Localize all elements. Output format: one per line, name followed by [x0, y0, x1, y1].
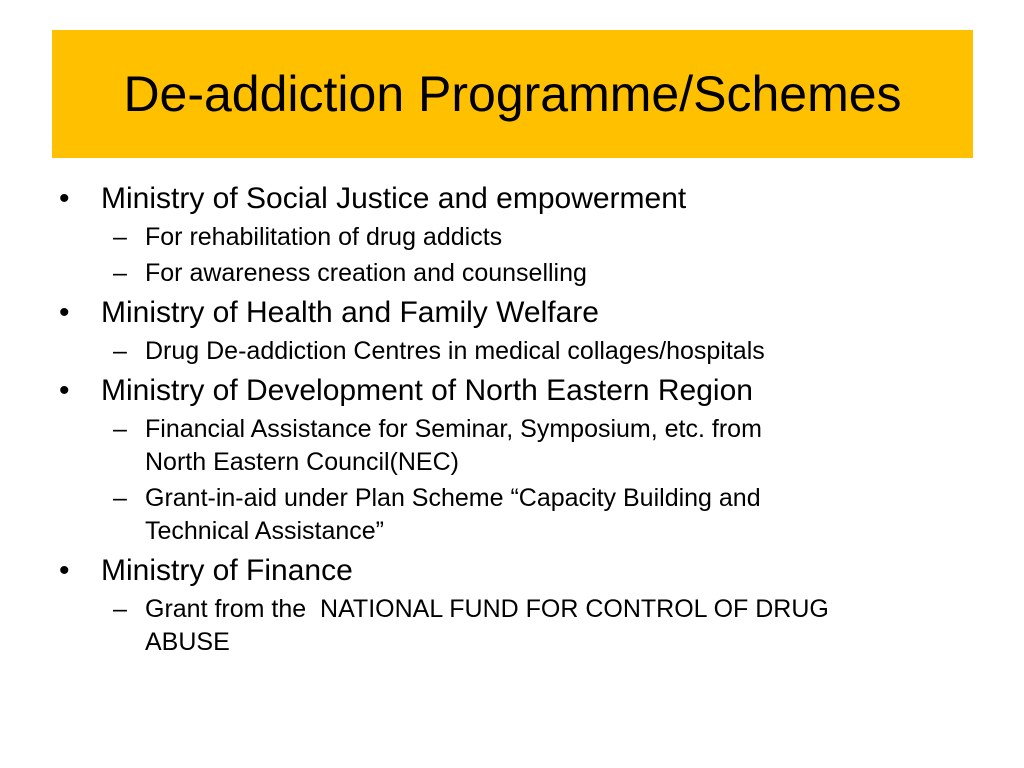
sub-bullet-item [56, 257, 946, 290]
dash-icon: – [113, 337, 127, 365]
bullet-icon: • [59, 374, 70, 407]
dash-icon: – [113, 259, 127, 287]
slide-title: De-addiction Programme/Schemes [123, 66, 902, 122]
sub-bullet-item [56, 482, 946, 548]
dash-icon: – [113, 223, 127, 251]
title-bar [52, 30, 973, 158]
sub-bullet-text: ABUSE [145, 628, 230, 656]
sub-bullet-text: North Eastern Council(NEC) [145, 448, 459, 476]
sub-bullet-text: Financial Assistance for Seminar, Symposium, etc. from [145, 415, 762, 443]
bullet-icon: • [59, 296, 70, 329]
bullet-item [56, 294, 946, 332]
bullet-icon: • [59, 554, 70, 587]
bullet-heading: Ministry of Development of North Eastern Region [101, 374, 753, 407]
dash-icon: – [113, 595, 127, 623]
dash-icon: – [113, 484, 127, 512]
sub-bullet-text: Drug De-addiction Centres in medical collages/hospitals [145, 337, 765, 365]
sub-bullet-text: For awareness creation and counselling [145, 259, 587, 287]
sub-bullet-item [56, 593, 946, 659]
bullet-item [56, 180, 946, 218]
dash-icon: – [113, 415, 127, 443]
bullet-item [56, 552, 946, 590]
sub-bullet-text: Technical Assistance” [145, 517, 385, 545]
sub-bullet-item [56, 221, 946, 254]
bullet-heading: Ministry of Social Justice and empowerment [101, 182, 687, 215]
bullet-heading: Ministry of Finance [101, 554, 353, 587]
bullet-heading: Ministry of Health and Family Welfare [101, 296, 599, 329]
sub-bullet-item [56, 335, 946, 368]
sub-bullet-text: For rehabilitation of drug addicts [145, 223, 503, 251]
bullet-item [56, 372, 946, 410]
sub-bullet-text: Grant-in-aid under Plan Scheme “Capacity Building and [145, 484, 761, 512]
sub-bullet-item [56, 413, 946, 479]
bullet-icon: • [59, 182, 70, 215]
bullet-list [56, 180, 946, 659]
sub-bullet-text: Grant from the NATIONAL FUND FOR CONTROL OF DRUG [145, 595, 829, 623]
